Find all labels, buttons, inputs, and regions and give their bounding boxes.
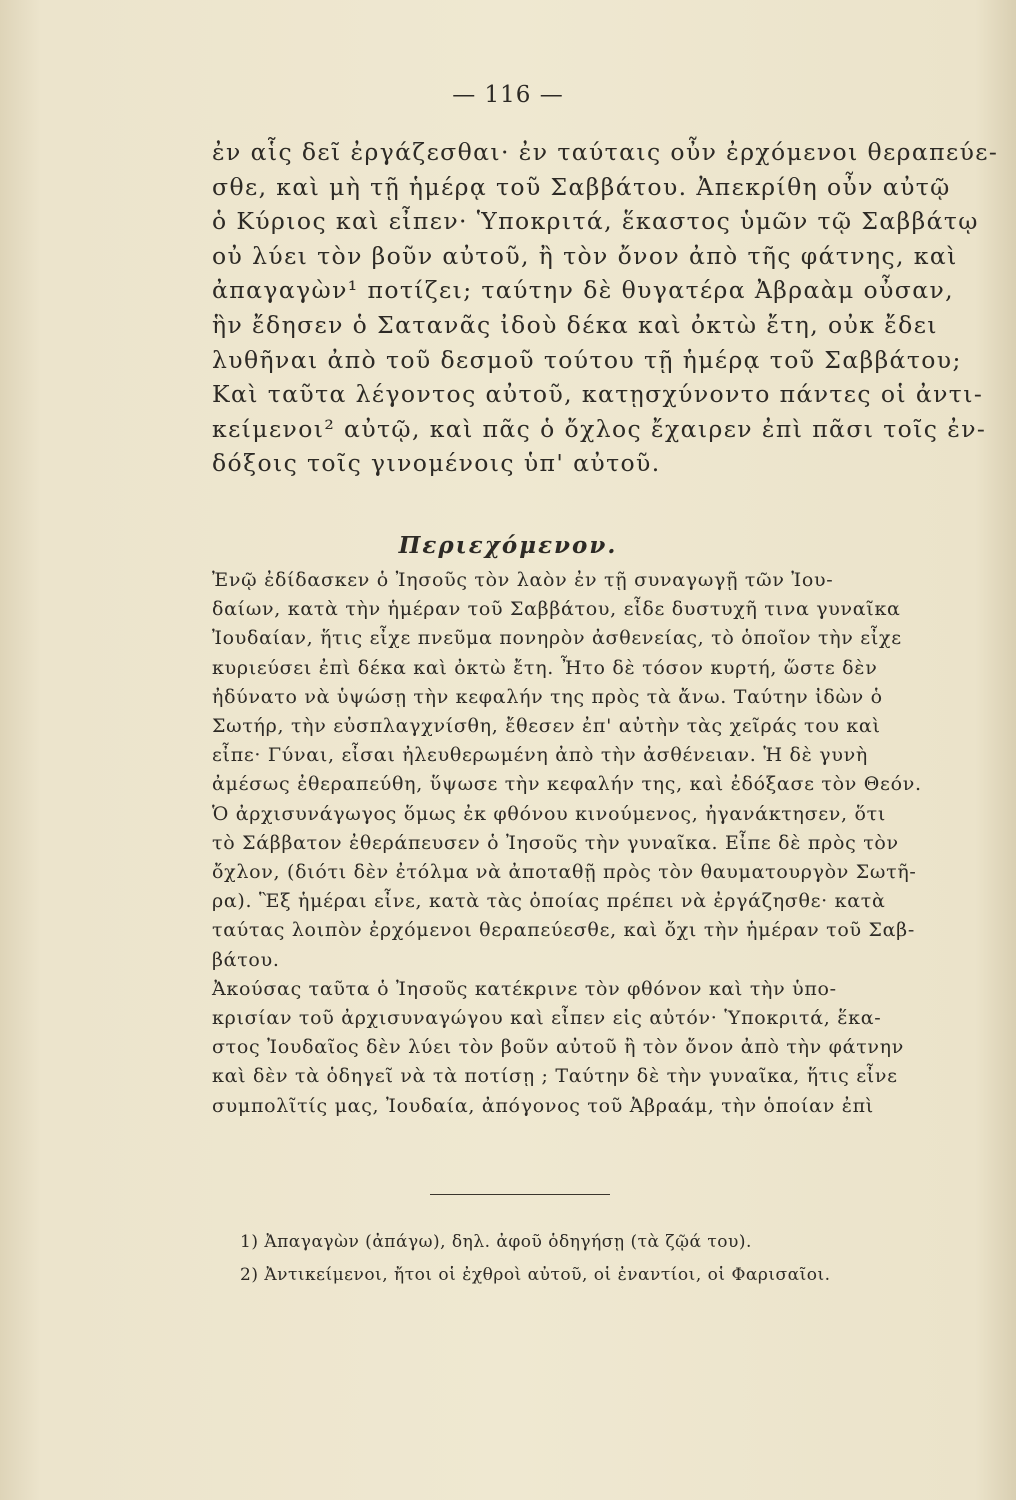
text-line: σθε, καὶ μὴ τῇ ἡμέρᾳ τοῦ Σαββάτου. Ἀπεκρίθη οὖν αὐτῷ [212,172,951,201]
section-heading: Περιεχόμενον. [398,532,618,559]
commentary-line: στος Ἰουδαῖος δὲν λύει τὸν βοῦν αὐτοῦ ἢ τὸν ὄνον ἀπὸ τὴν φάτνην [212,1036,904,1059]
commentary-line: Σωτήρ, τὴν εὐσπλαγχνίσθη, ἔθεσεν ἐπ' αὐτὴν τὰς χεῖράς του καὶ [212,715,881,738]
commentary-line: ταύτας λοιπὸν ἐρχόμενοι θεραπεύεσθε, καὶ ὄχι τὴν ἡμέραν τοῦ Σαβ- [212,919,915,942]
commentary-line: καὶ δὲν τὰ ὁδηγεῖ νὰ τὰ ποτίσῃ ; Ταύτην δὲ τὴν γυναῖκα, ἥτις εἶνε [212,1065,898,1088]
text-line: ἀπαγαγὼν¹ ποτίζει; ταύτην δὲ θυγατέρα Ἀβραὰμ οὖσαν, [212,276,955,305]
footnote-divider [430,1194,610,1195]
text-line: ἐν αἷς δεῖ ἐργάζεσθαι· ἐν ταύταις οὖν ἐρχόμενοι θεραπεύε- [212,138,999,166]
text-line: ὁ Κύριος καὶ εἶπεν· Ὑποκριτά, ἕκαστος ὑμῶν τῷ Σαββάτῳ [212,207,979,236]
page-number: — 116 — [452,82,564,108]
text-line: λυθῆναι ἀπὸ τοῦ δεσμοῦ τούτου τῇ ἡμέρᾳ τοῦ Σαββάτου; [212,345,962,374]
text-line: οὐ λύει τὸν βοῦν αὐτοῦ, ἢ τὸν ὄνον ἀπὸ τῆς φάτνης, καὶ [212,241,958,270]
footnotes [240,1226,1000,1292]
commentary-line: ρα). Ἓξ ἡμέραι εἶνε, κατὰ τὰς ὁποίας πρέπει νὰ ἐργάζησθε· κατὰ [212,890,886,913]
commentary-text [212,566,997,1121]
text-line: κείμενοι² αὐτῷ, καὶ πᾶς ὁ ὄχλος ἔχαιρεν ἐπὶ πᾶσι τοῖς ἐν- [212,414,987,443]
text-line: Καὶ ταῦτα λέγοντος αὐτοῦ, κατῃσχύνοντο πάντες οἱ ἀντι- [212,380,984,409]
commentary-line: Ὁ ἀρχισυνάγωγος ὅμως ἐκ φθόνου κινούμενος, ἠγανάκτησεν, ὅτι [212,802,887,825]
commentary-line: ἠδύνατο νὰ ὑψώσῃ τὴν κεφαλήν της πρὸς τὰ ἄνω. Ταύτην ἰδὼν ὁ [212,685,883,708]
footnote: 2) Ἀντικείμενοι, ἤτοι οἱ ἐχθροὶ αὐτοῦ, οἱ ἐναντίοι, οἱ Φαρισαῖοι. [240,1265,831,1285]
text-line: δόξοις τοῖς γινομένοις ὑπ' αὐτοῦ. [212,449,661,478]
commentary-line: τὸ Σάββατον ἐθεράπευσεν ὁ Ἰησοῦς τὴν γυναῖκα. Εἶπε δὲ πρὸς τὸν [212,831,899,854]
commentary-line: συμπολῖτίς μας, Ἰουδαία, ἀπόγονος τοῦ Ἀβραάμ, τὴν ὁποίαν ἐπὶ [212,1094,874,1117]
text-line: ἣν ἔδησεν ὁ Σατανᾶς ἰδοὺ δέκα καὶ ὀκτὼ ἔτη, οὐκ ἔδει [212,310,938,339]
commentary-line: εἶπε· Γύναι, εἶσαι ἠλευθερωμένη ἀπὸ τὴν ἀσθένειαν. Ἡ δὲ γυνὴ [212,744,868,767]
commentary-line: δαίων, κατὰ τὴν ἡμέραν τοῦ Σαββάτου, εἶδε δυστυχῆ τινα γυναῖκα [212,598,901,621]
commentary-line: Ἀκούσας ταῦτα ὁ Ἰησοῦς κατέκρινε τὸν φθόνον καὶ τὴν ὑπο- [212,977,837,1000]
commentary-line: ὄχλον, (διότι δὲν ἐτόλμα νὰ ἀποταθῇ πρὸς τὸν θαυματουργὸν Σωτῆ- [212,861,917,884]
commentary-line: Ἰουδαίαν, ἥτις εἶχε πνεῦμα πονηρὸν ἀσθενείας, τὸ ὁποῖον τὴν εἶχε [212,627,902,650]
commentary-line: ἀμέσως ἐθεραπεύθη, ὕψωσε τὴν κεφαλήν της, καὶ ἐδόξασε τὸν Θεόν. [212,773,922,796]
commentary-line: κρισίαν τοῦ ἀρχισυναγώγου καὶ εἶπεν εἰς αὐτόν· Ὑποκριτά, ἕκα- [212,1007,882,1030]
commentary-line: κυριεύσει ἐπὶ δέκα καὶ ὀκτὼ ἔτη. Ἦτο δὲ τόσον κυρτή, ὥστε δὲν [212,656,878,679]
gospel-text [212,135,997,481]
footnote: 1) Ἀπαγαγὼν (ἀπάγω), δηλ. ἀφοῦ ὁδηγήσῃ (τὰ ζῷά του). [240,1232,752,1252]
commentary-line: βάτου. [212,948,280,971]
commentary-line: Ἐνῷ ἐδίδασκεν ὁ Ἰησοῦς τὸν λαὸν ἐν τῇ συναγωγῇ τῶν Ἰου- [212,569,834,591]
